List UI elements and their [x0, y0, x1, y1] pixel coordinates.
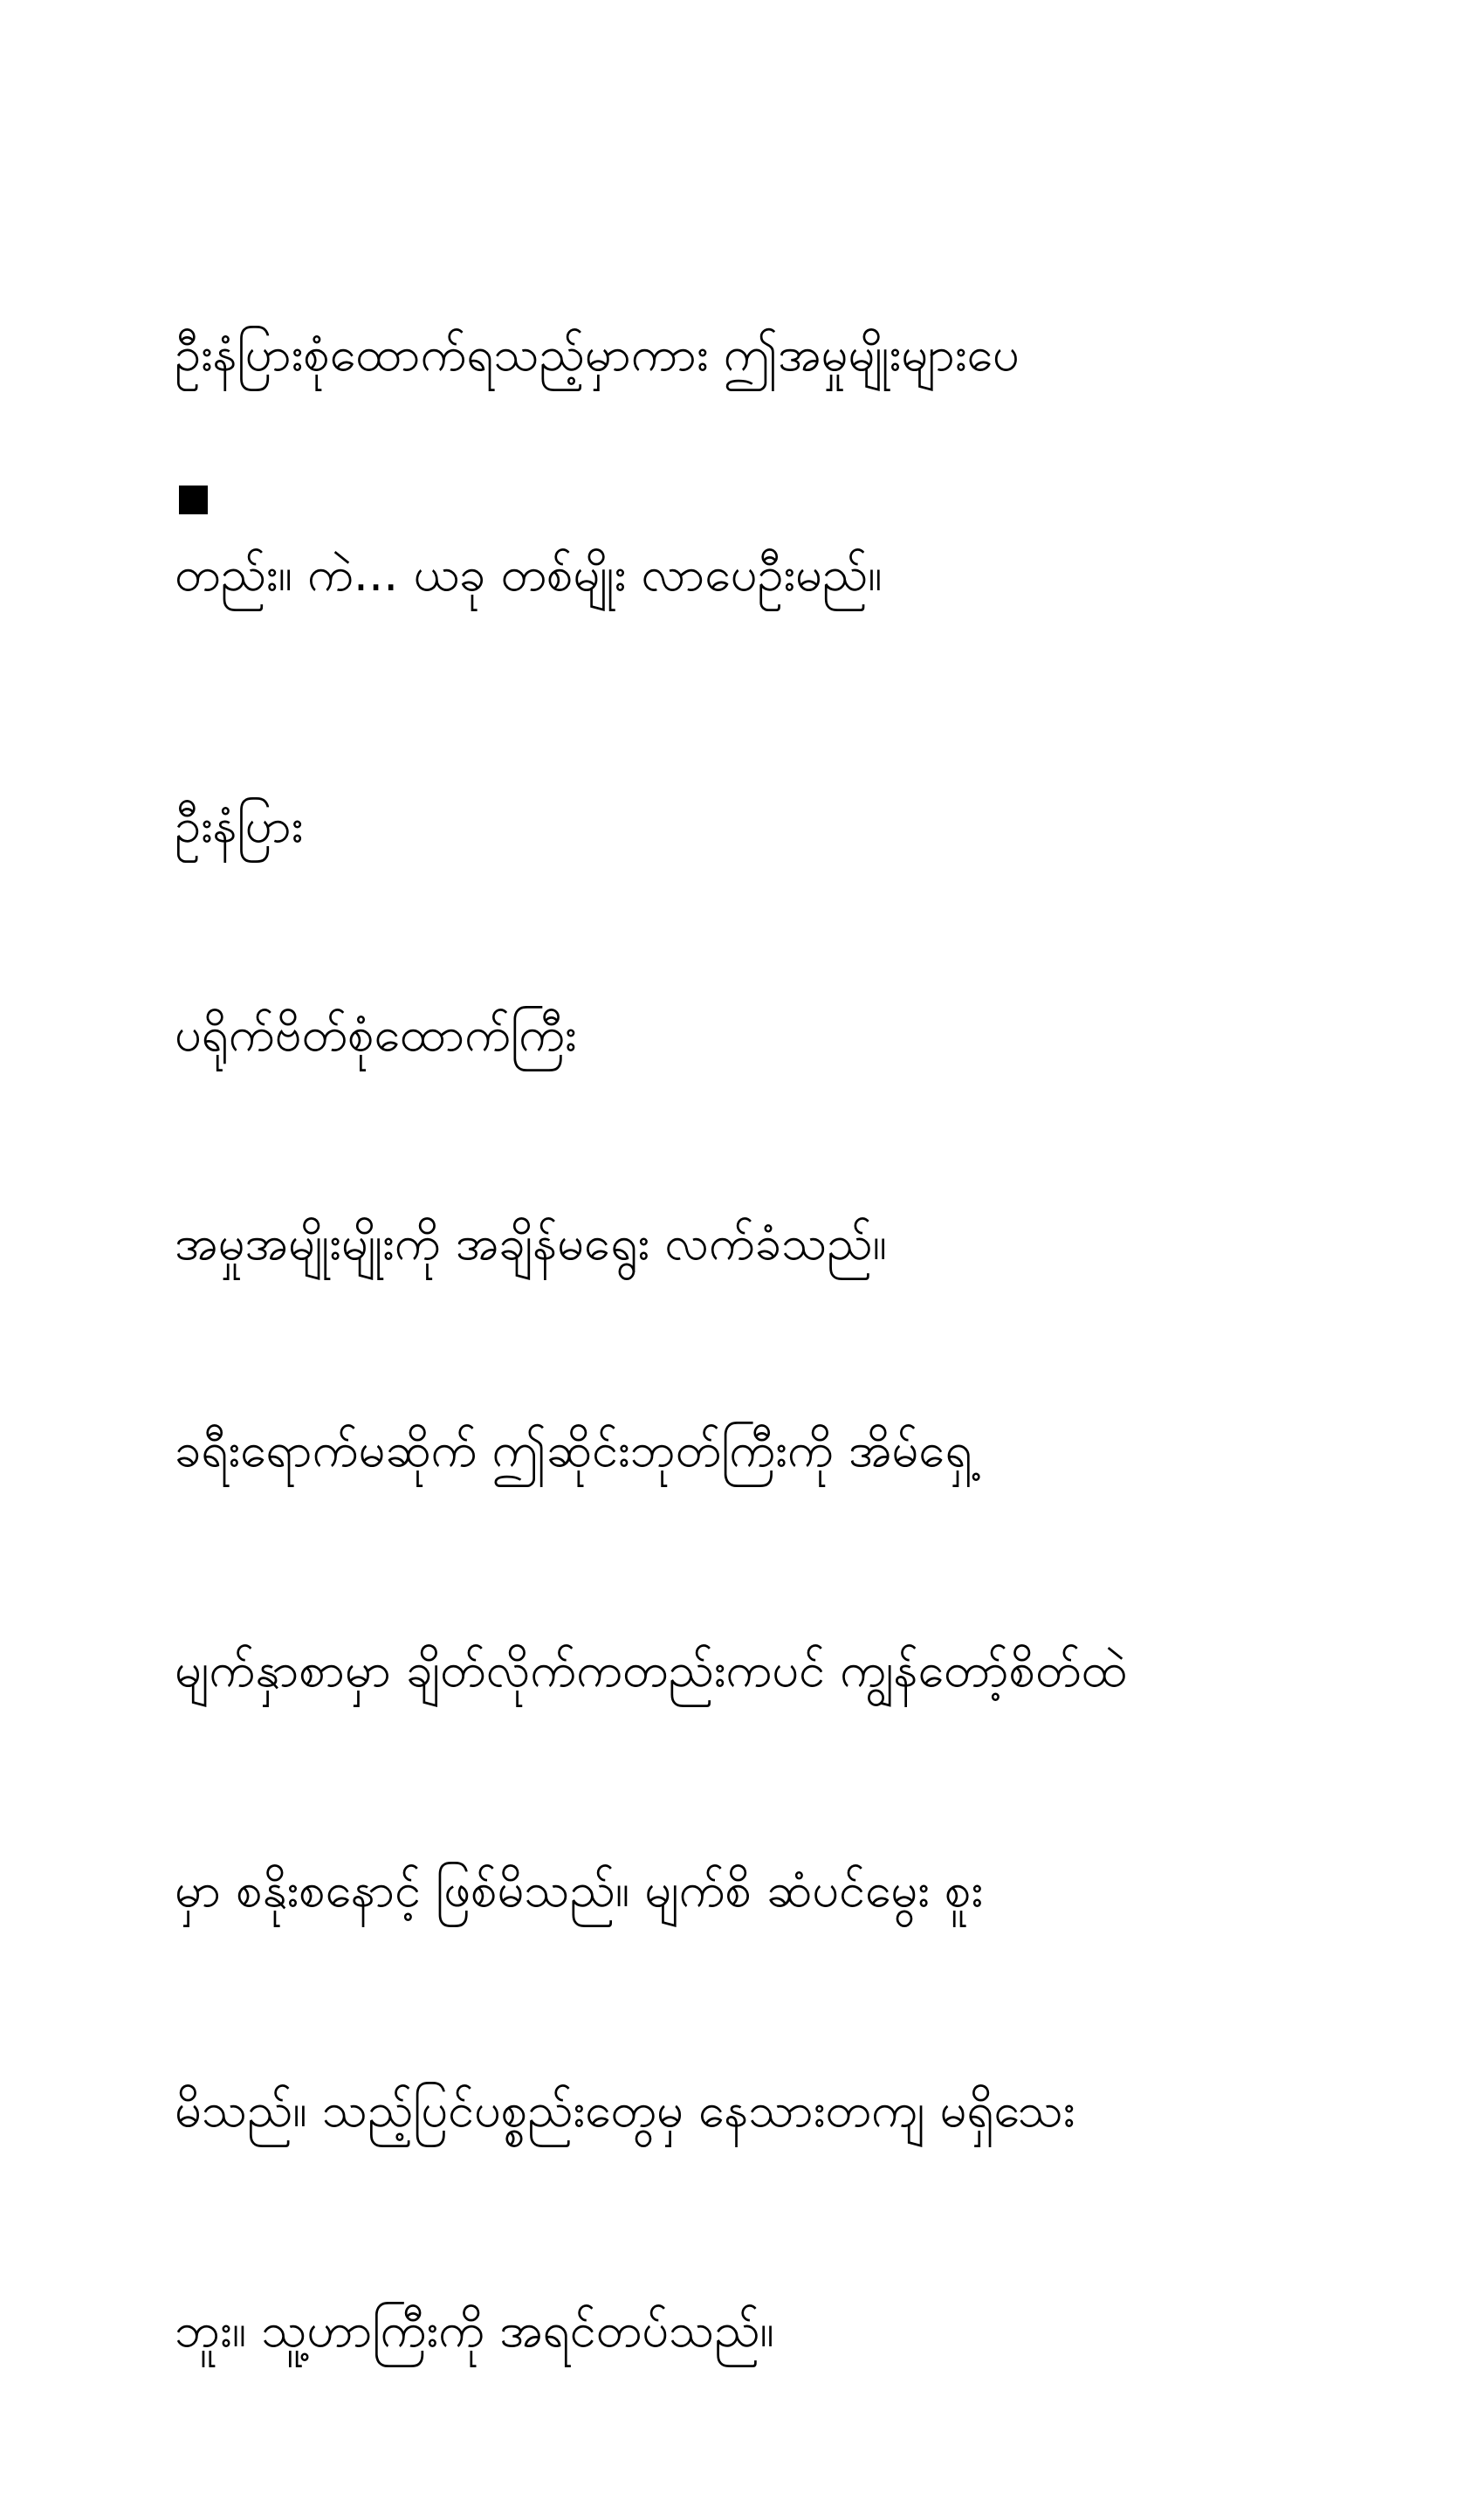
text-line: တည်း။ ကဲ... ယခု တစ်မျိုး လာပေဦးမည်။ — [175, 547, 883, 602]
story-paragraph — [175, 1267, 1309, 2514]
text-line: မိသည်။ သည့်ပြင်ပစ္စည်းတွေမှ နေသားတကျ မရှိသေး — [175, 2083, 1075, 2138]
black-square-separator — [179, 486, 208, 514]
text-line: ဦးနံပြားစုံထောက်ရသည့်မှာကား ဤအမှုမျိုးများပေ — [175, 327, 1020, 382]
text-line: အမှုအမျိုးမျိုးကို အချိန်မရွေး လက်ခံသည်။ — [175, 1216, 887, 1271]
text-line: ခရီးရောက်မဆိုက် ဤဆိုင်းဘုတ်ကြီးကို အိမ်ရှေ့ — [175, 1422, 972, 1477]
heading-text: ဦးနံပြား — [175, 798, 304, 853]
text-line: ဘူး။ သူ့ဟာကြီးကို အရင်တပ်သည်။ — [175, 2303, 774, 2358]
heading-text: ပရိုက်ဗိတ်စုံထောက်ကြီး — [175, 1007, 577, 1062]
text-line: မှာ စနိုးစနောင့် ဖြစ်မိသည်။ မျက်စိ ဆံပင်မွေး စူး — [175, 1863, 984, 1918]
text-line: မျက်နှာစာမှာ ချိတ်လိုက်ကတည်းကပင် ကျွန်တော့်စိတ်ထဲ — [175, 1643, 1127, 1698]
